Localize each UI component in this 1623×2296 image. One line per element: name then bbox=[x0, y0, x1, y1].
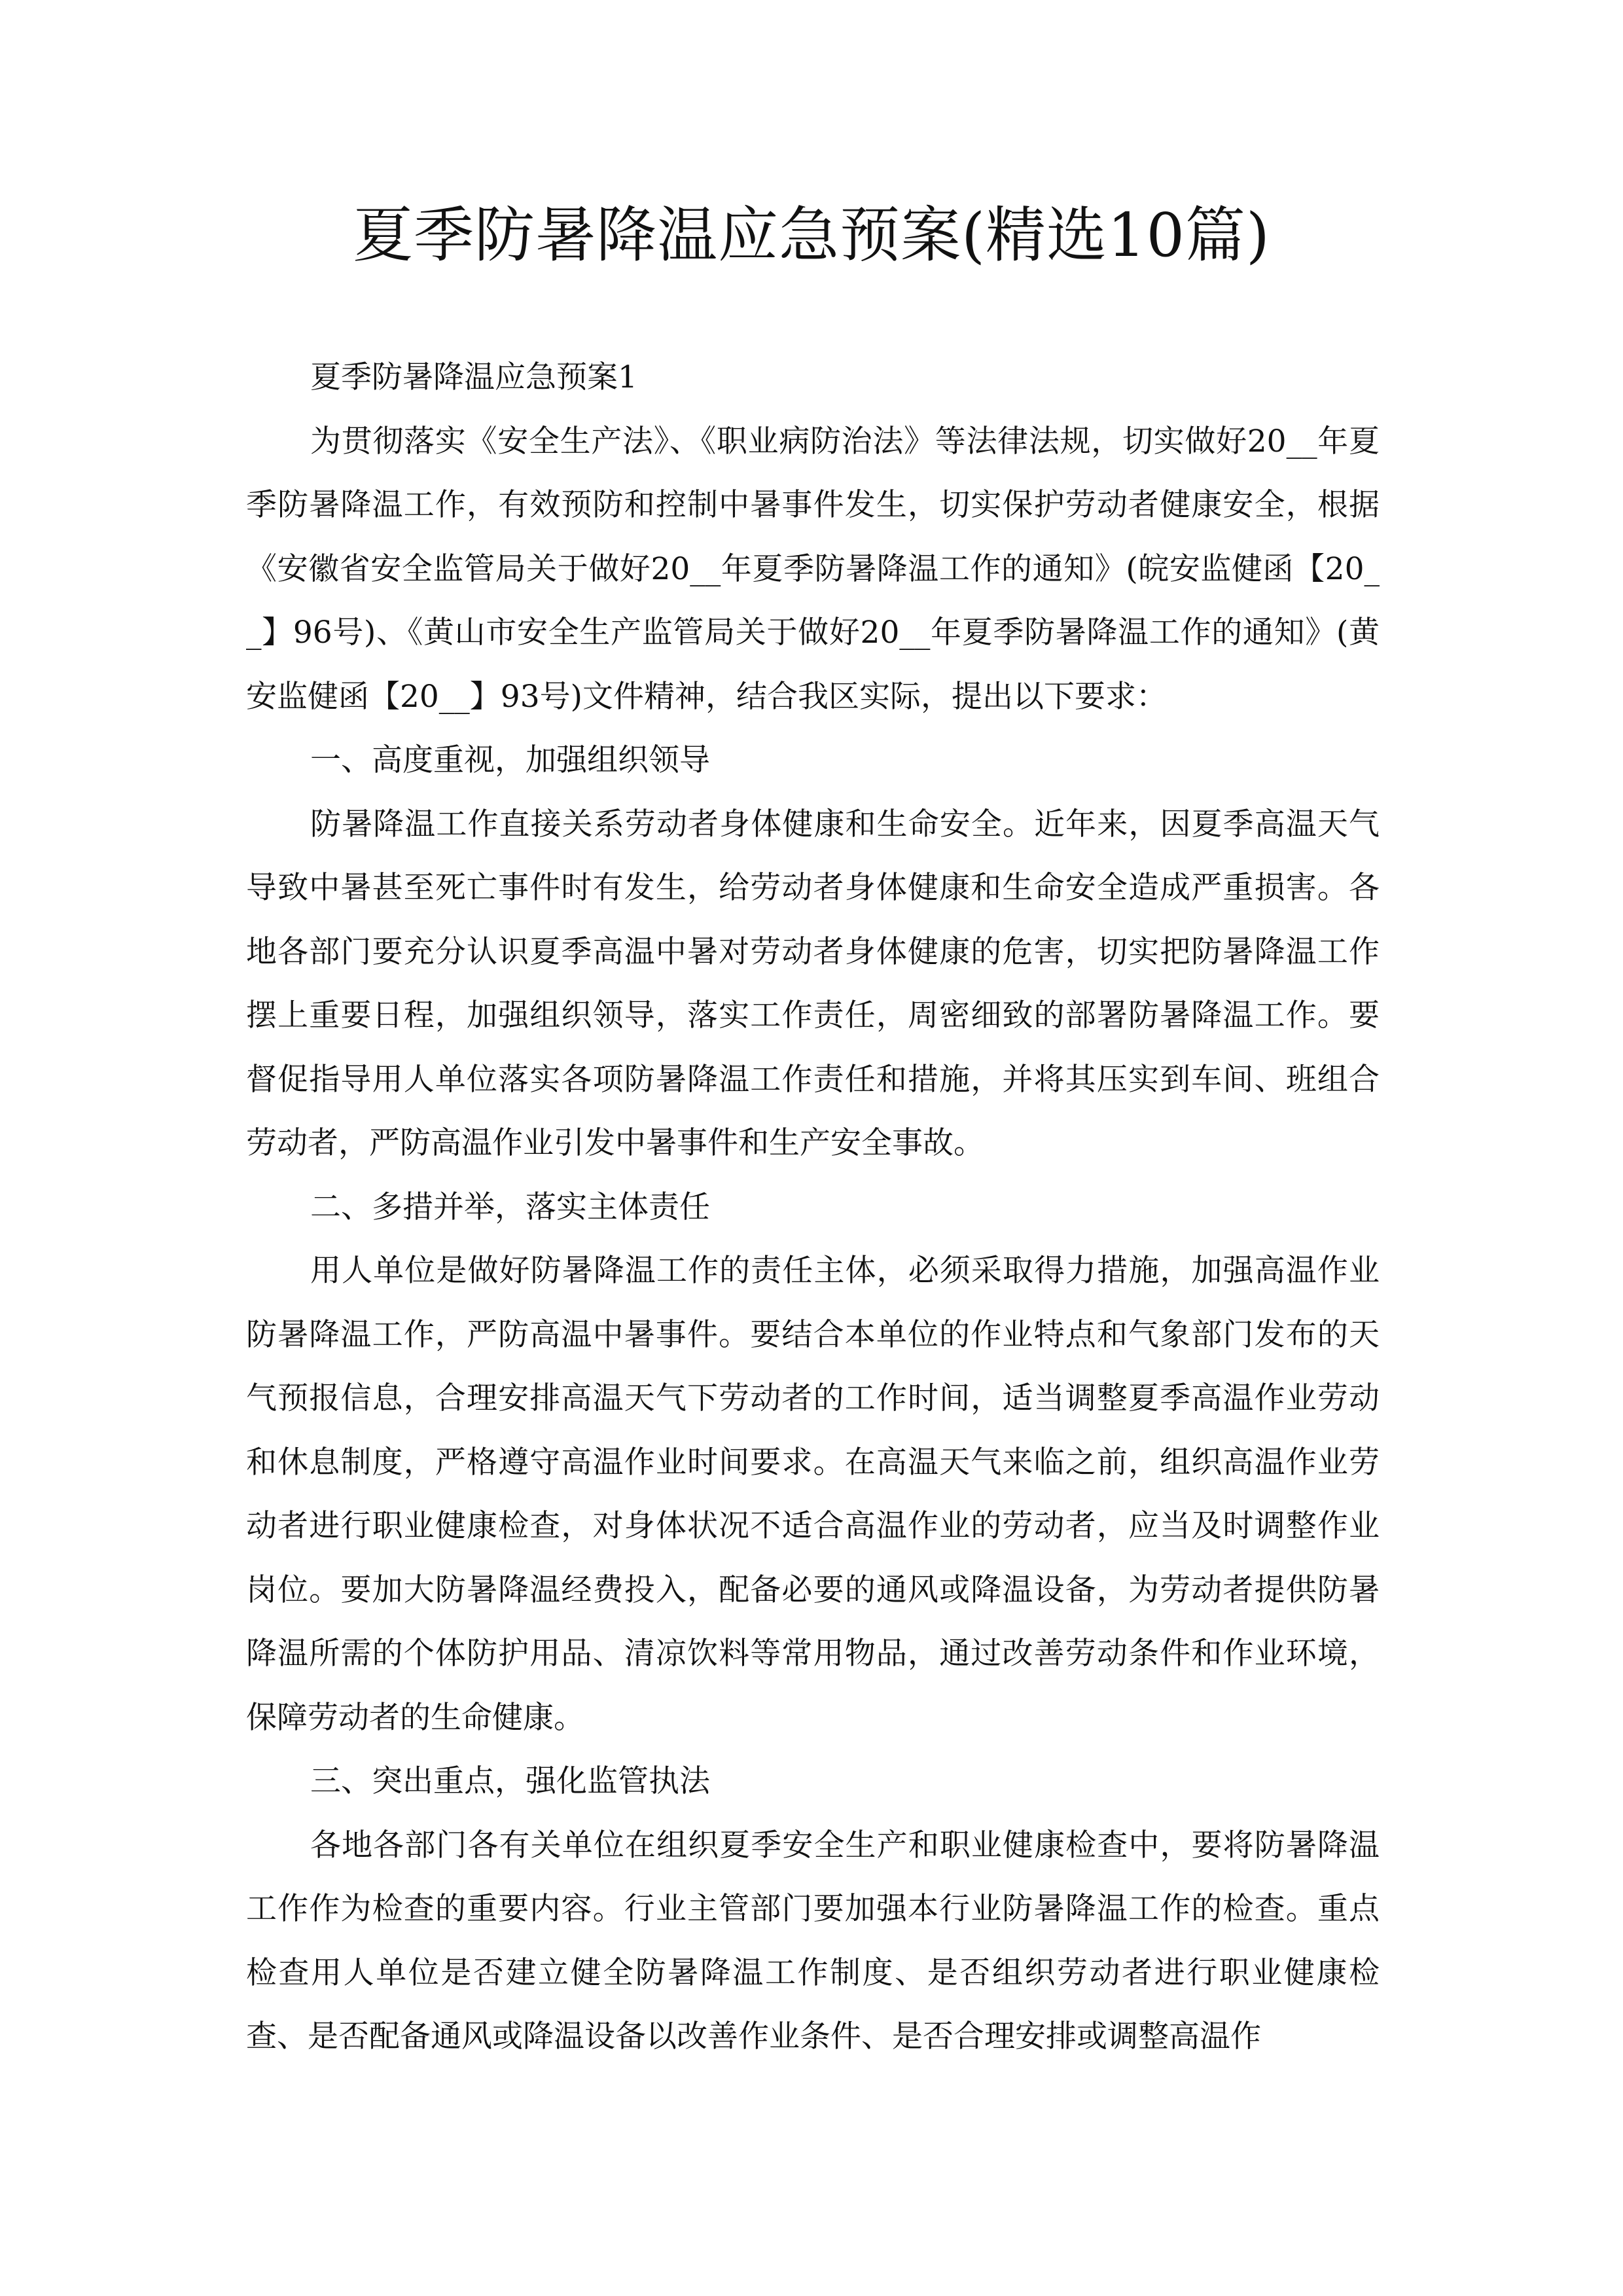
section-paragraph-2: 用人单位是做好防暑降温工作的责任主体，必须采取得力措施，加强高温作业防暑降温工作，严防高温中暑事件。要结合本单位的作业特点和气象部门发布的天气预报信息，合理安排高温天气下劳动者的工作时间，适当调整夏季高温作业劳动和休息制度，严格遵守高温作业时间要求。在高温天气来临之前，组织高温作业劳动者进行职业健康检查，对身体状况不适合高温作业的劳动者，应当及时调整作业岗位。要加大防暑降温经费投入，配备必要的通风或降温设备，为劳动者提供防暑降温所需的个体防护用品、清凉饮料等常用物品，通过改善劳动条件和作业环境，保障劳动者的生命健康。 bbox=[246, 1253, 1380, 1736]
document-body bbox=[246, 346, 1380, 2069]
section-paragraph-3: 各地各部门各有关单位在组织夏季安全生产和职业健康检查中，要将防暑降温工作作为检查的重要内容。行业主管部门要加强本行业防暑降温工作的检查。重点检查用人单位是否建立健全防暑降温工作制度、是否组织劳动者进行职业健康检查、是否配备通风或降温设备以改善作业条件、是否合理安排或调整高温作 bbox=[246, 1827, 1380, 2054]
document-title: 夏季防暑降温应急预案(精选10篇) bbox=[353, 200, 1270, 270]
intro-paragraph: 为贯彻落实《安全生产法》、《职业病防治法》等法律法规，切实做好20__年夏季防暑降温工作，有效预防和控制中暑事件发生，切实保护劳动者健康安全，根据《安徽省安全监管局关于做好20__年夏季防暑降温工作的通知》(皖安监健函【20__】96号)、《黄山市安全生产监管局关于做好20__年夏季防暑降温工作的通知》(黄安监健函【20__】93号)文件精神，结合我区实际，提出以下要求： bbox=[246, 423, 1380, 715]
document-subtitle: 夏季防暑降温应急预案1 bbox=[310, 359, 637, 395]
section-heading-2: 二、多措并举，落实主体责任 bbox=[310, 1189, 710, 1225]
section-heading-3: 三、突出重点，强化监管执法 bbox=[310, 1763, 710, 1799]
section-paragraph-1: 防暑降温工作直接关系劳动者身体健康和生命安全。近年来，因夏季高温天气导致中暑甚至死亡事件时有发生，给劳动者身体健康和生命安全造成严重损害。各地各部门要充分认识夏季高温中暑对劳动者身体健康的危害，切实把防暑降温工作摆上重要日程，加强组织领导，落实工作责任，周密细致的部署防暑降温工作。要督促指导用人单位落实各项防暑降温工作责任和措施，并将其压实到车间、班组合劳动者，严防高温作业引发中暑事件和生产安全事故。 bbox=[246, 806, 1380, 1161]
section-heading-1: 一、高度重视，加强组织领导 bbox=[310, 742, 710, 778]
